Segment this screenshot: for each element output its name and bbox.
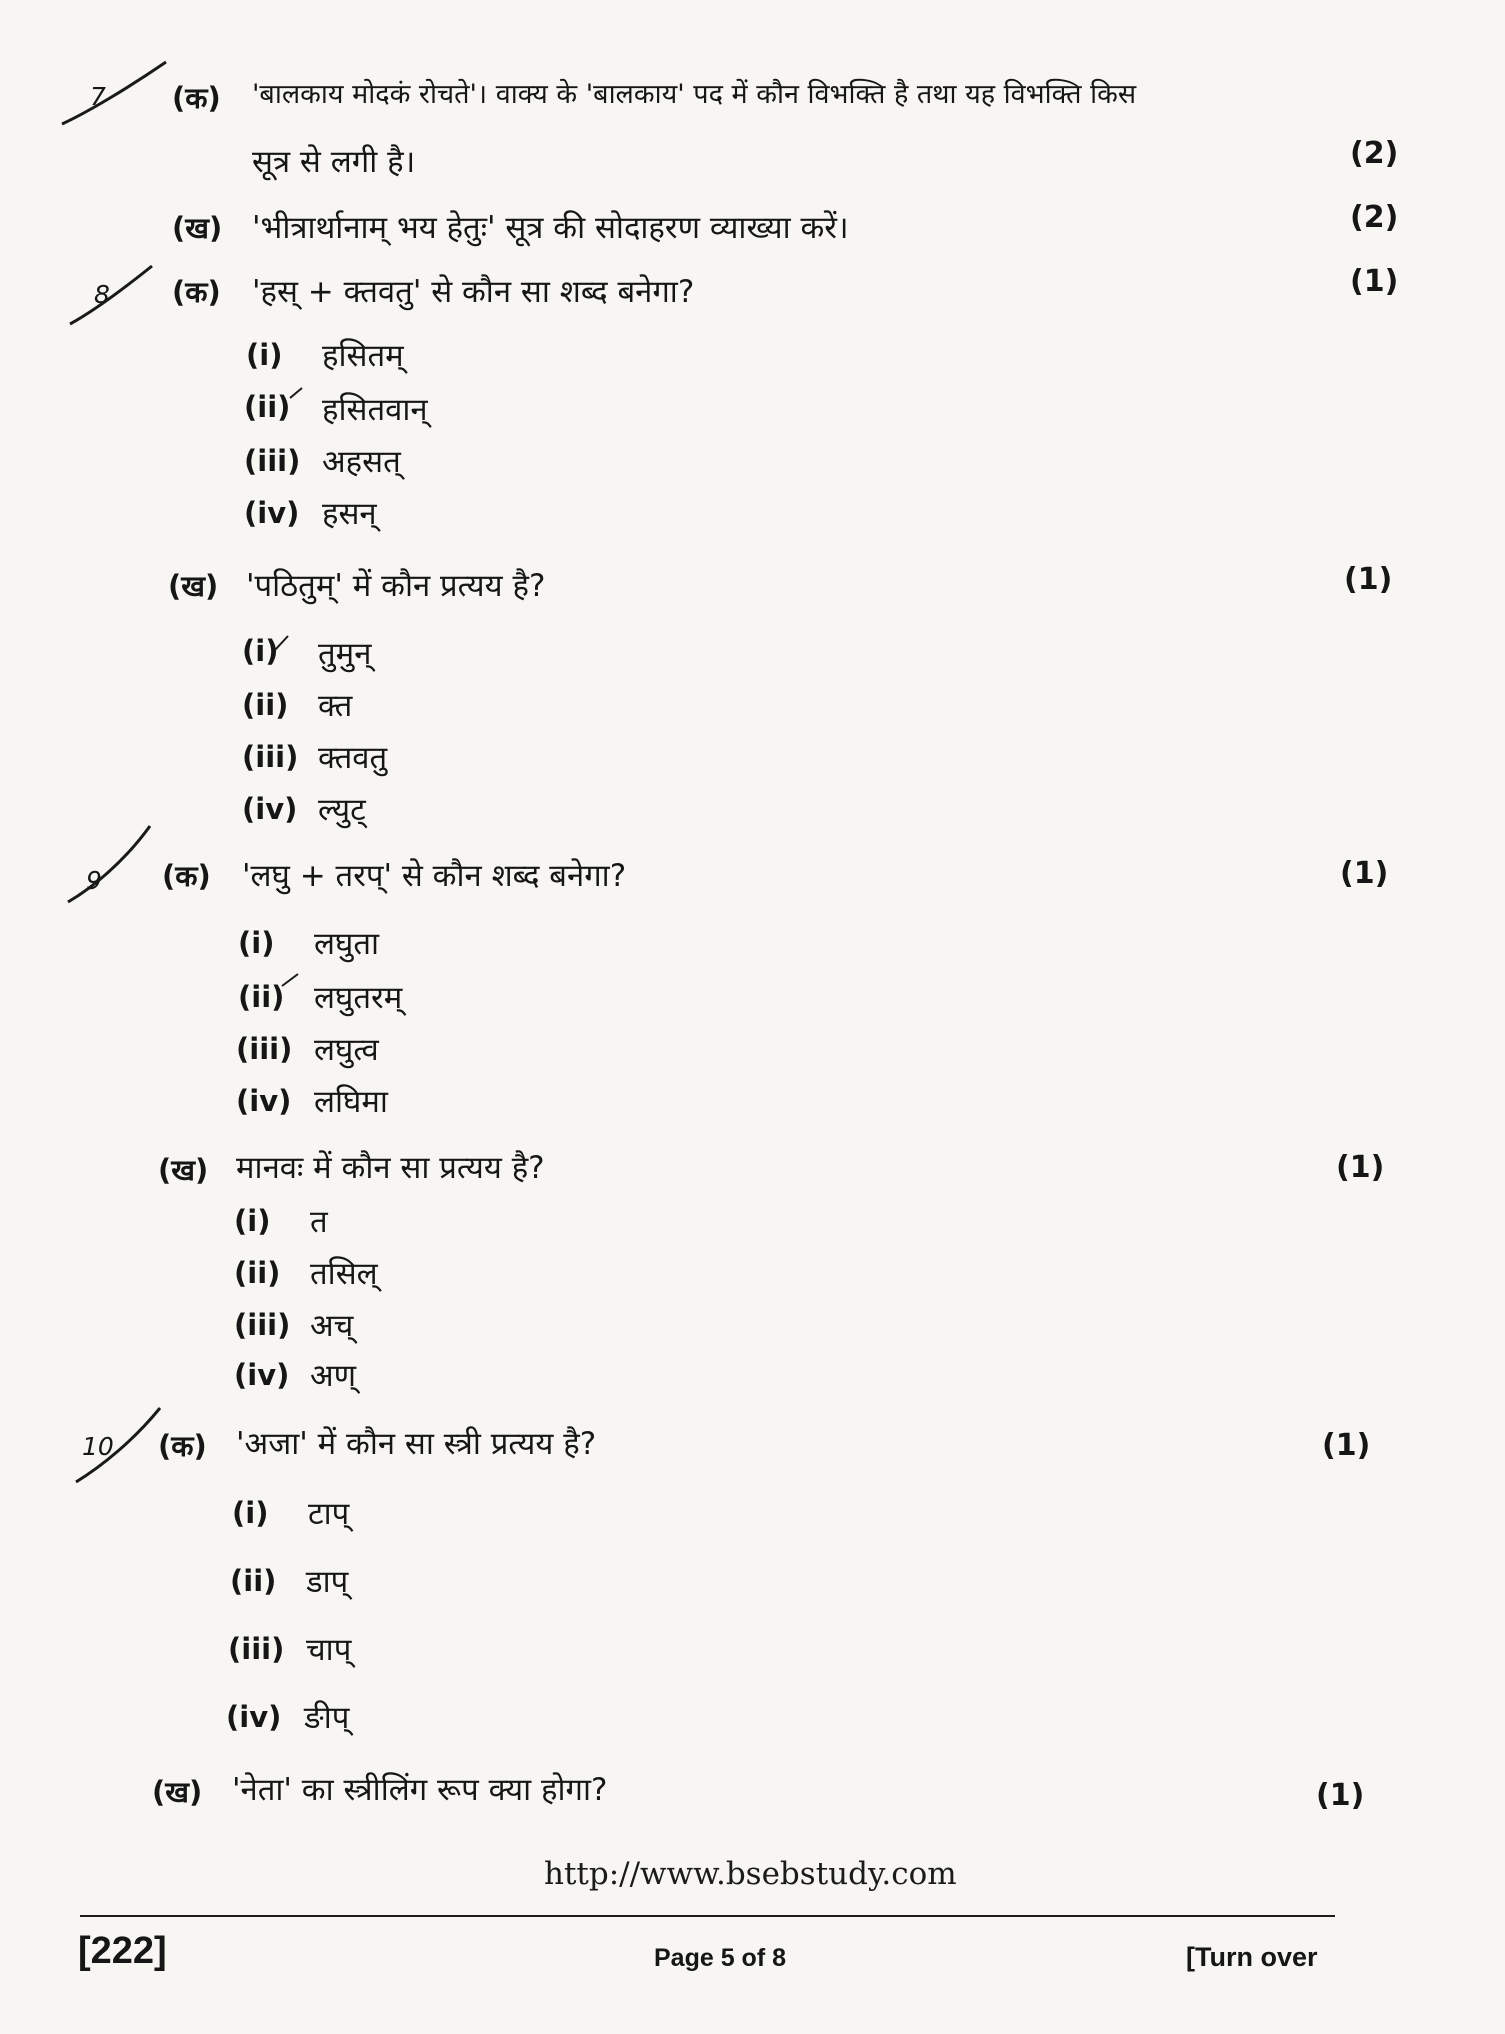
question-number-8: 8 — [94, 280, 110, 309]
q8-b-option-text: क्तवतु — [318, 740, 388, 776]
q8-b-option-num: (iv) — [242, 792, 298, 826]
question-number-7: 7 — [90, 82, 106, 111]
q9-b-label: (ख) — [158, 1153, 209, 1187]
q9-a-marks: (1) — [1340, 856, 1389, 891]
question-number-10: 10 — [82, 1432, 114, 1461]
q7-b-label: (ख) — [172, 211, 223, 245]
q10-b-marks: (1) — [1316, 1778, 1365, 1813]
q8-b-option-num: (i) — [242, 634, 279, 668]
q8-a-option-text: हसितवान् — [322, 392, 428, 428]
q9-a-option-num: (i) — [238, 926, 275, 960]
q8-b-option-num: (iii) — [242, 740, 299, 774]
q10-a-label: (क) — [158, 1429, 207, 1463]
q7-a-text-line2: सूत्र से लगी है। — [252, 144, 416, 180]
q9-b-option-text: अच् — [310, 1308, 354, 1344]
footer-url: http://www.bsebstudy.com — [544, 1856, 957, 1892]
q9-b-option-text: त — [310, 1204, 328, 1240]
q8-a-option-num: (i) — [246, 338, 283, 372]
q8-a-option-text: हसितम् — [322, 338, 404, 374]
q9-b-option-num: (iii) — [234, 1308, 291, 1342]
q10-a-option-text: टाप् — [308, 1496, 350, 1532]
tick-mark-icon — [66, 262, 156, 328]
q8-b-option-text: क्त — [318, 688, 353, 724]
tick-mark-icon — [72, 1404, 164, 1486]
q9-b-option-text: तसिल् — [310, 1256, 378, 1292]
q9-b-text: मानवः में कौन सा प्रत्यय है? — [236, 1150, 545, 1186]
q8-b-option-text: तुमुन् — [318, 636, 372, 672]
page-number: Page 5 of 8 — [654, 1944, 786, 1972]
q8-a-option-num: (iii) — [244, 444, 301, 478]
q8-a-option-text: हसन् — [322, 496, 377, 532]
q10-a-option-num: (ii) — [230, 1564, 277, 1598]
q10-a-option-text: चाप् — [306, 1632, 352, 1668]
q9-b-option-text: अण् — [310, 1358, 357, 1394]
q9-a-option-text: लघुता — [314, 926, 380, 962]
q9-a-option-num: (ii) — [238, 980, 285, 1014]
q8-b-marks: (1) — [1344, 562, 1393, 597]
q8-b-option-num: (ii) — [242, 688, 289, 722]
q9-a-option-text: लघुत्व — [314, 1032, 379, 1068]
q8-a-text: 'हस् + क्तवतु' से कौन सा शब्द बनेगा? — [252, 274, 695, 310]
q10-a-option-num: (iii) — [228, 1632, 285, 1666]
turn-over-label: [Turn over — [1186, 1942, 1318, 1972]
q10-a-marks: (1) — [1322, 1428, 1371, 1463]
q8-a-option-num: (iv) — [244, 496, 300, 530]
q8-a-option-num: (ii) — [244, 390, 291, 424]
q9-b-option-num: (ii) — [234, 1256, 281, 1290]
q10-b-text: 'नेता' का स्त्रीलिंग रूप क्या होगा? — [232, 1772, 608, 1808]
q9-a-option-text: लघिमा — [314, 1084, 388, 1120]
q10-a-option-num: (i) — [232, 1496, 269, 1530]
question-number-9: 9 — [86, 866, 102, 895]
q10-a-text: 'अजा' में कौन सा स्त्री प्रत्यय है? — [236, 1426, 597, 1462]
tick-mark-icon — [64, 822, 154, 906]
tick-mark-icon — [280, 972, 300, 988]
q7-b-text: 'भीत्रार्थानाम् भय हेतुः' सूत्र की सोदाहरण व्याख्या करें। — [252, 210, 849, 246]
q10-a-option-num: (iv) — [226, 1700, 282, 1734]
q9-a-option-num: (iv) — [236, 1084, 292, 1118]
q7-a-marks: (2) — [1350, 136, 1399, 171]
q9-a-label: (क) — [162, 859, 211, 893]
q8-b-label: (ख) — [168, 569, 219, 603]
q7-b-marks: (2) — [1350, 200, 1399, 235]
q8-a-option-text: अहसत् — [322, 444, 401, 480]
footer-divider — [80, 1915, 1335, 1917]
q7-a-text-line1: 'बालकाय मोदकं रोचते'। वाक्य के 'बालकाय' पद में कौन विभक्ति है तथा यह विभक्ति किस — [252, 79, 1137, 110]
q9-b-option-num: (iv) — [234, 1358, 290, 1392]
q9-a-option-text: लघुतरम् — [314, 980, 403, 1016]
q10-b-label: (ख) — [152, 1775, 203, 1809]
tick-mark-icon — [288, 386, 304, 400]
tick-mark-icon — [268, 634, 290, 652]
q9-a-option-num: (iii) — [236, 1032, 293, 1066]
q9-a-text: 'लघु + तरप्' से कौन शब्द बनेगा? — [242, 858, 627, 894]
q8-b-text: 'पठितुम्' में कौन प्रत्यय है? — [246, 568, 546, 604]
q8-b-option-text: ल्युट् — [318, 792, 366, 828]
paper-code: [222] — [78, 1930, 167, 1972]
tick-mark-icon — [58, 58, 170, 128]
q7-a-label: (क) — [172, 81, 221, 115]
q8-a-label: (क) — [172, 275, 221, 309]
q8-a-marks: (1) — [1350, 264, 1399, 299]
q9-b-option-num: (i) — [234, 1204, 271, 1238]
q10-a-option-text: डाप् — [306, 1564, 349, 1600]
q10-a-option-text: ङीप् — [304, 1700, 350, 1736]
q9-b-marks: (1) — [1336, 1150, 1385, 1185]
